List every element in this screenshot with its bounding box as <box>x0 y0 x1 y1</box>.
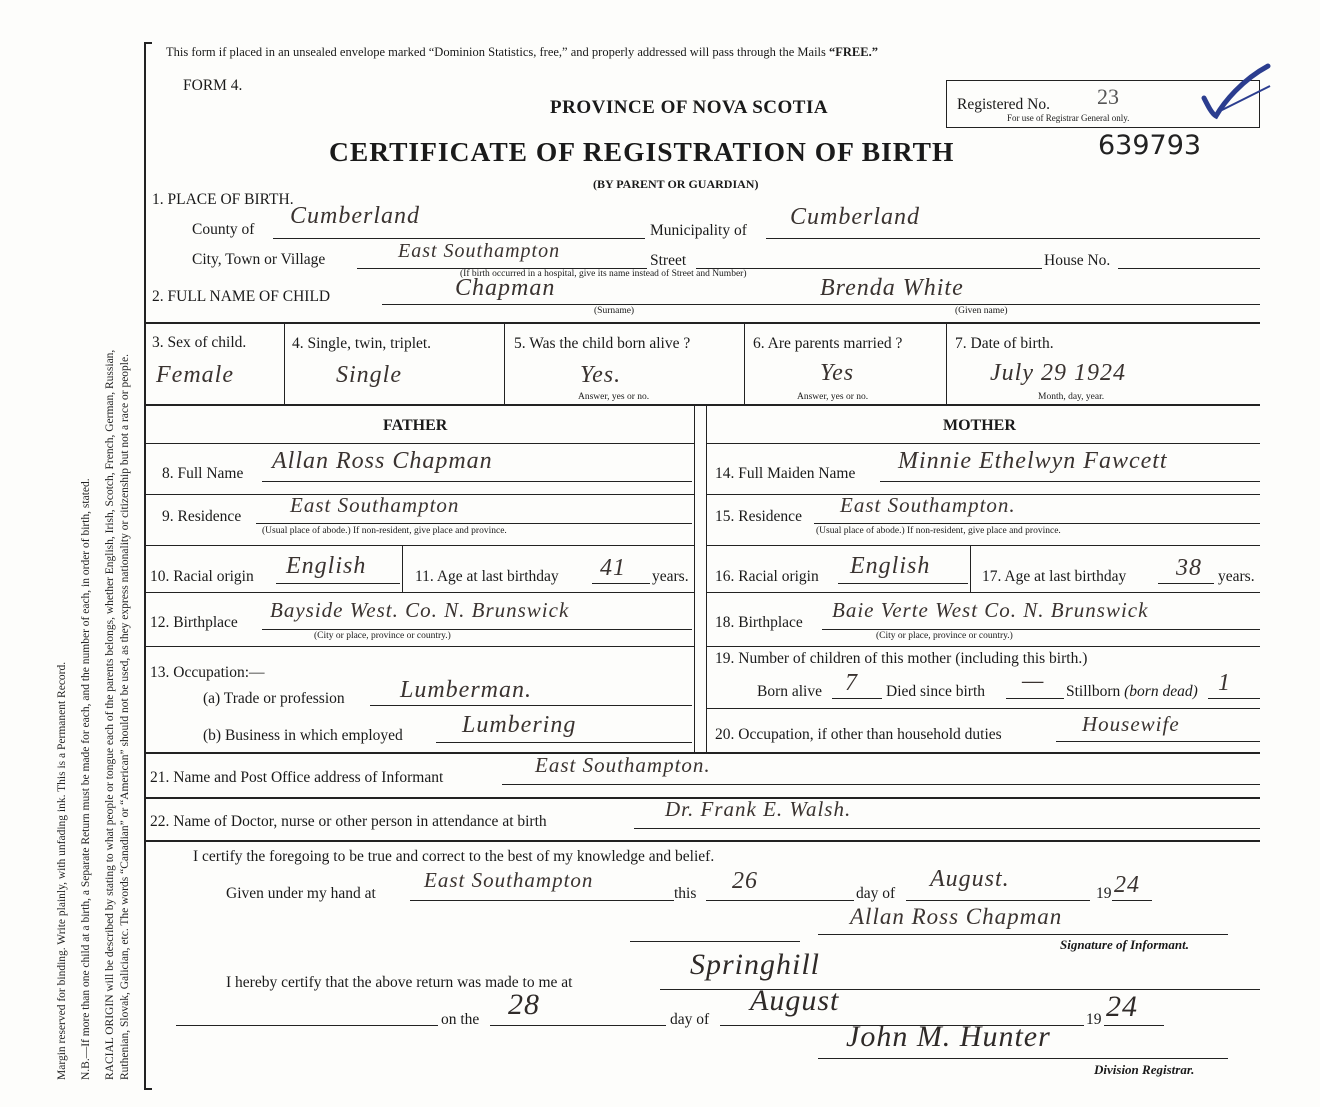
doctor-value: Dr. Frank E. Walsh. <box>665 797 852 821</box>
registrar-year-value: 24 <box>1106 990 1138 1023</box>
sex-label: 3. Sex of child. <box>152 334 247 351</box>
municipality-value: Cumberland <box>790 204 920 230</box>
mail-notice-free: “FREE.” <box>829 45 878 59</box>
mother-birthplace-label: 18. Birthplace <box>715 614 803 631</box>
given-name-caption: (Given name) <box>955 306 1008 316</box>
father-residence-value: East Southampton <box>290 493 460 517</box>
given-day-value: 26 <box>732 868 758 894</box>
mother-residence-caption: (Usual place of abode.) If non-resident, give place and province. <box>816 526 1061 536</box>
street-label: Street <box>650 252 687 269</box>
born-alive-count-label: Born alive <box>757 683 822 700</box>
father-name-value: Allan Ross Chapman <box>272 448 493 474</box>
father-residence-label: 9. Residence <box>162 508 242 525</box>
given-under-hand-label: Given under my hand at <box>226 885 376 902</box>
mother-racial-origin-value: English <box>850 553 931 579</box>
father-residence-caption: (Usual place of abode.) If non-resident, give place and province. <box>262 526 507 536</box>
mother-occupation-value: Housewife <box>1082 712 1180 736</box>
stillborn-label: Stillborn (born dead) <box>1066 683 1198 700</box>
given-month-value: August. <box>930 866 1010 892</box>
margin-note-racial-origin-cont: Ruthenian, Slovak, Galician, etc. The words “Canadian” or “American” should not be used, as they express nationality or citizenship but not a race or people. <box>119 354 131 1080</box>
mother-occupation-label: 20. Occupation, if other than household duties <box>715 726 1002 743</box>
mother-name-value: Minnie Ethelwyn Fawcett <box>898 448 1168 474</box>
page-subtitle: (BY PARENT OR GUARDIAN) <box>593 177 759 191</box>
father-birthplace-value: Bayside West. Co. N. Brunswick <box>270 598 570 622</box>
mother-age-years: years. <box>1218 568 1255 585</box>
margin-note-binding: Margin reserved for binding. Write plainly, with unfading ink. This is a Permanent Record. <box>56 661 68 1080</box>
registrar-year-label: 19 <box>1086 1011 1102 1028</box>
city-label: City, Town or Village <box>192 251 326 268</box>
house-number-label: House No. <box>1044 252 1111 269</box>
plurality-value: Single <box>336 362 402 388</box>
father-age-value: 41 <box>600 555 626 581</box>
child-surname-value: Chapman <box>455 275 556 301</box>
mother-name-label: 14. Full Maiden Name <box>715 465 856 482</box>
mother-birthplace-caption: (City or place, province or country.) <box>876 631 1013 641</box>
born-alive-count-value: 7 <box>845 670 858 696</box>
father-age-years: years. <box>652 568 689 585</box>
father-business-value: Lumbering <box>462 712 577 738</box>
registrar-month-value: August <box>750 984 840 1017</box>
given-this-label: this <box>674 885 697 902</box>
province-heading: PROVINCE OF NOVA SCOTIA <box>550 97 829 118</box>
hospital-note: (If birth occurred in a hospital, give its name instead of Street and Number) <box>460 269 747 279</box>
father-racial-origin-value: English <box>286 553 367 579</box>
father-heading: FATHER <box>383 417 448 434</box>
margin-note-racial-origin: RACIAL ORIGIN will be described by stating to what people or tongue each of the parents belongs, whether English, Irish, Scotch, French, German, Russian, <box>104 349 116 1080</box>
mother-birthplace-value: Baie Verte West Co. N. Brunswick <box>832 598 1149 622</box>
plurality-label: 4. Single, twin, triplet. <box>292 335 432 352</box>
informant-label: 21. Name and Post Office address of Informant <box>150 769 444 786</box>
registrar-use-note: For use of Registrar General only. <box>1007 113 1130 123</box>
stillborn-value: 1 <box>1218 670 1231 696</box>
father-birthplace-caption: (City or place, province or country.) <box>314 631 451 641</box>
municipality-label: Municipality of <box>650 222 747 239</box>
surname-caption: (Surname) <box>594 306 635 316</box>
parents-married-caption: Answer, yes or no. <box>797 392 869 402</box>
father-business-label: (b) Business in which employed <box>203 727 403 744</box>
died-since-birth-label: Died since birth <box>886 683 986 700</box>
mother-heading: MOTHER <box>943 417 1016 434</box>
doctor-label: 22. Name of Doctor, nurse or other person in attendance at birth <box>150 813 547 830</box>
margin-note-multiple-births: N.B.—If more than one child at a birth, a Separate Return must be made for each, and the number of each, in order of birth, stated. <box>80 478 92 1080</box>
date-of-birth-value: July 29 1924 <box>990 360 1126 386</box>
informant-signature-caption: Signature of Informant. <box>1060 937 1189 952</box>
registrar-on-the-label: on the <box>441 1011 480 1028</box>
child-given-name-value: Brenda White <box>820 275 964 301</box>
mother-age-label: 17. Age at last birthday <box>982 568 1127 585</box>
county-label: County of <box>192 221 255 238</box>
registrar-day-value: 28 <box>508 988 540 1021</box>
certificate-number: 639793 <box>1098 130 1202 161</box>
father-occupation-label: 13. Occupation:— <box>150 664 265 681</box>
died-since-birth-value: — <box>1022 668 1045 694</box>
county-value: Cumberland <box>290 203 420 229</box>
mother-children-label: 19. Number of children of this mother (including this birth.) <box>715 650 1088 667</box>
registrar-signature: John M. Hunter <box>846 1020 1051 1053</box>
born-alive-label: 5. Was the child born alive ? <box>514 335 691 352</box>
mail-notice: This form if placed in an unsealed envelope marked “Dominion Statistics, free,” and properly addressed will pass through the Mails “FREE.” <box>166 45 878 59</box>
date-of-birth-label: 7. Date of birth. <box>955 335 1054 352</box>
city-value: East Southampton <box>398 240 561 262</box>
registrar-day-of-label: day of <box>670 1011 710 1028</box>
mother-residence-label: 15. Residence <box>715 508 802 525</box>
father-age-label: 11. Age at last birthday <box>415 568 559 585</box>
registrar-caption: Division Registrar. <box>1094 1062 1195 1077</box>
parents-married-value: Yes <box>820 360 855 386</box>
place-of-birth-heading: 1. PLACE OF BIRTH. <box>152 191 294 208</box>
father-name-label: 8. Full Name <box>162 465 244 482</box>
stillborn-note: (born dead) <box>1124 683 1198 700</box>
mother-age-value: 38 <box>1176 555 1202 581</box>
father-trade-value: Lumberman. <box>400 677 533 703</box>
mother-racial-origin-label: 16. Racial origin <box>715 568 819 585</box>
father-racial-origin-label: 10. Racial origin <box>150 568 254 585</box>
informant-signature: Allan Ross Chapman <box>850 904 1063 929</box>
given-year-label: 19 <box>1096 885 1112 902</box>
child-name-label: 2. FULL NAME OF CHILD <box>152 288 331 305</box>
born-alive-caption: Answer, yes or no. <box>578 392 650 402</box>
father-trade-label: (a) Trade or profession <box>203 690 345 707</box>
given-place-value: East Southampton <box>424 868 594 892</box>
sex-value: Female <box>156 362 234 388</box>
certification-statement: I certify the foregoing to be true and correct to the best of my knowledge and belief. <box>193 848 715 865</box>
given-day-of-label: day of <box>856 885 896 902</box>
born-alive-value: Yes. <box>580 362 622 388</box>
registrar-place-value: Springhill <box>690 948 821 981</box>
registered-value: 23 <box>1097 84 1119 109</box>
registrar-statement: I hereby certify that the above return was made to me at <box>226 974 573 991</box>
parents-married-label: 6. Are parents married ? <box>753 335 903 352</box>
page-title: CERTIFICATE OF REGISTRATION OF BIRTH <box>329 136 955 167</box>
informant-value: East Southampton. <box>535 753 711 777</box>
father-birthplace-label: 12. Birthplace <box>150 614 238 631</box>
form-number: FORM 4. <box>183 77 243 94</box>
check-mark-icon <box>1198 60 1278 120</box>
given-year-value: 24 <box>1114 872 1140 898</box>
mother-residence-value: East Southampton. <box>840 493 1016 517</box>
registered-label: Registered No. <box>957 96 1050 113</box>
date-of-birth-caption: Month, day, year. <box>1038 392 1105 402</box>
